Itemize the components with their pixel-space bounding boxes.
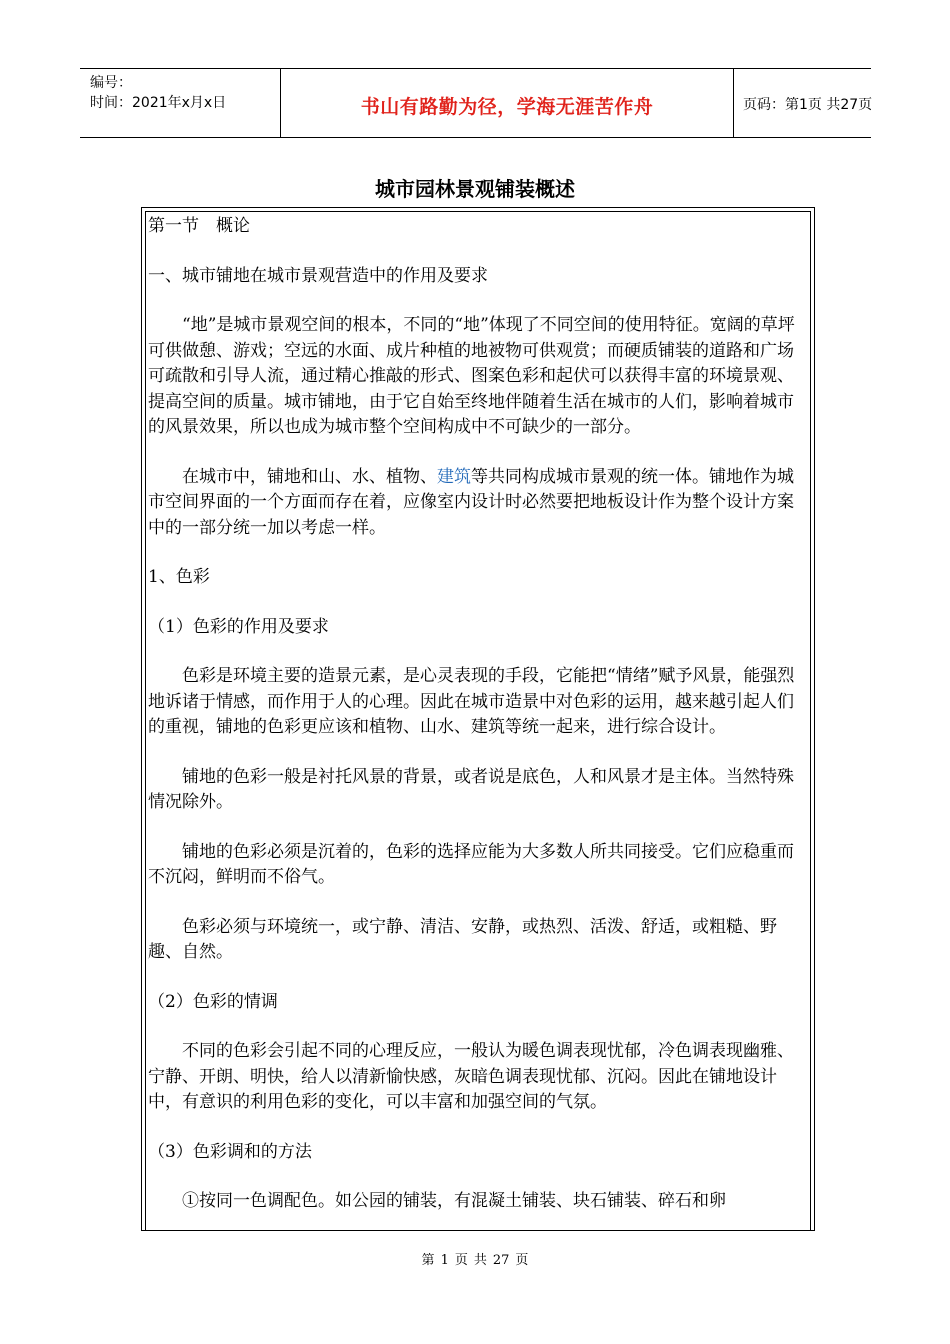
paragraph-color-psychology: 不同的色彩会引起不同的心理反应，一般认为暖色调表现忧郁，冷色调表现幽雅、宁静、开朗、明快，给人以清新愉快感，灰暗色调表现忧郁、沉闷。因此在铺地设计中，有意识的利用色彩的变化，可以丰富和加强空间的气氛。 bbox=[148, 1041, 794, 1112]
content-frame bbox=[141, 207, 815, 1231]
footer-total-word: 共 bbox=[473, 1253, 487, 1268]
document-number-label: 编号： bbox=[90, 75, 132, 91]
paragraph-urban-unity-pre: 在城市中，铺地和山、水、植物、 bbox=[182, 466, 437, 487]
paragraph-urban-unity-post: 等共同构成城市景观的统一体。铺地作为城市空间界面的一个方面而存在着，应像室内设计时必然要把地板设计作为整个设计方案中的一部分统一加以考虑一样。 bbox=[148, 466, 794, 538]
paragraph-same-hue: ①按同一色调配色。如公园的铺装，有混凝土铺装、块石铺装、碎石和卵 bbox=[182, 1191, 726, 1211]
footer-page-word: 第 bbox=[421, 1253, 435, 1268]
architecture-link[interactable]: 建筑 bbox=[437, 466, 471, 487]
footer-total-number: 27 bbox=[492, 1253, 510, 1268]
header-page-cell bbox=[733, 69, 871, 137]
subheading-color-harmony: （3）色彩调和的方法 bbox=[148, 1141, 312, 1162]
paragraph-color-element: 色彩是环境主要的造景元素，是心灵表现的手段，它能把“情绪”赋予风景，能强烈地诉诸于情感，而作用于人的心理。因此在城市造景中对色彩的运用，越来越引起人们的重视，铺地的色彩更应该和植物、山水、建筑等统一起来，进行综合设计。 bbox=[148, 666, 795, 737]
header-motto-cell bbox=[280, 69, 734, 137]
footer-total-unit: 页 bbox=[515, 1253, 529, 1268]
footer-page-number: 1 bbox=[440, 1253, 449, 1268]
header-meta-cell bbox=[80, 69, 280, 137]
section-heading: 第一节 概论 bbox=[148, 216, 250, 236]
document-title: 城市园林景观铺装概述 bbox=[375, 177, 575, 201]
header-page-info: 页码：第1页 共27页 bbox=[743, 97, 873, 113]
page-footer bbox=[0, 1249, 950, 1268]
subheading-color-role: （1）色彩的作用及要求 bbox=[148, 616, 329, 637]
paragraph-color-environment: 色彩必须与环境统一，或宁静、清洁、安静，或热烈、活泼、舒适，或粗糙、野趣、自然。 bbox=[148, 916, 777, 962]
header-table bbox=[80, 68, 871, 138]
header-motto: 书山有路勤为径，学海无涯苦作舟 bbox=[360, 96, 654, 118]
footer-page-unit: 页 bbox=[454, 1253, 468, 1268]
heading-role-of-paving: 一、城市铺地在城市景观营造中的作用及要求 bbox=[148, 265, 488, 286]
content-body bbox=[148, 214, 806, 1215]
document-time-label: 时间：2021年x月x日 bbox=[90, 95, 227, 111]
heading-color: 1、色彩 bbox=[148, 567, 210, 587]
subheading-color-mood: （2）色彩的情调 bbox=[148, 991, 278, 1012]
paragraph-ground-space: “地”是城市景观空间的根本，不同的“地”体现了不同空间的使用特征。宽阔的草坪可供做憩、游戏；空远的水面、成片种植的地被物可供观赏；而硬质铺装的道路和广场可疏散和引导人流，通过精心推敲的形式、图案色彩和起伏可以获得丰富的环境景观、提高空间的质量。城市铺地，由于它自始至终地伴随着生活在城市的人们，影响着城市的风景效果，所以也成为城市整个空间构成中不可缺少的一部分。 bbox=[148, 315, 795, 437]
paragraph-urban-unity bbox=[148, 465, 806, 542]
paragraph-color-calm: 铺地的色彩必须是沉着的，色彩的选择应能为大多数人所共同接受。它们应稳重而不沉闷，鲜明而不俗气。 bbox=[148, 841, 794, 887]
paragraph-color-background: 铺地的色彩一般是衬托风景的背景，或者说是底色，人和风景才是主体。当然特殊情况除外。 bbox=[148, 766, 794, 812]
